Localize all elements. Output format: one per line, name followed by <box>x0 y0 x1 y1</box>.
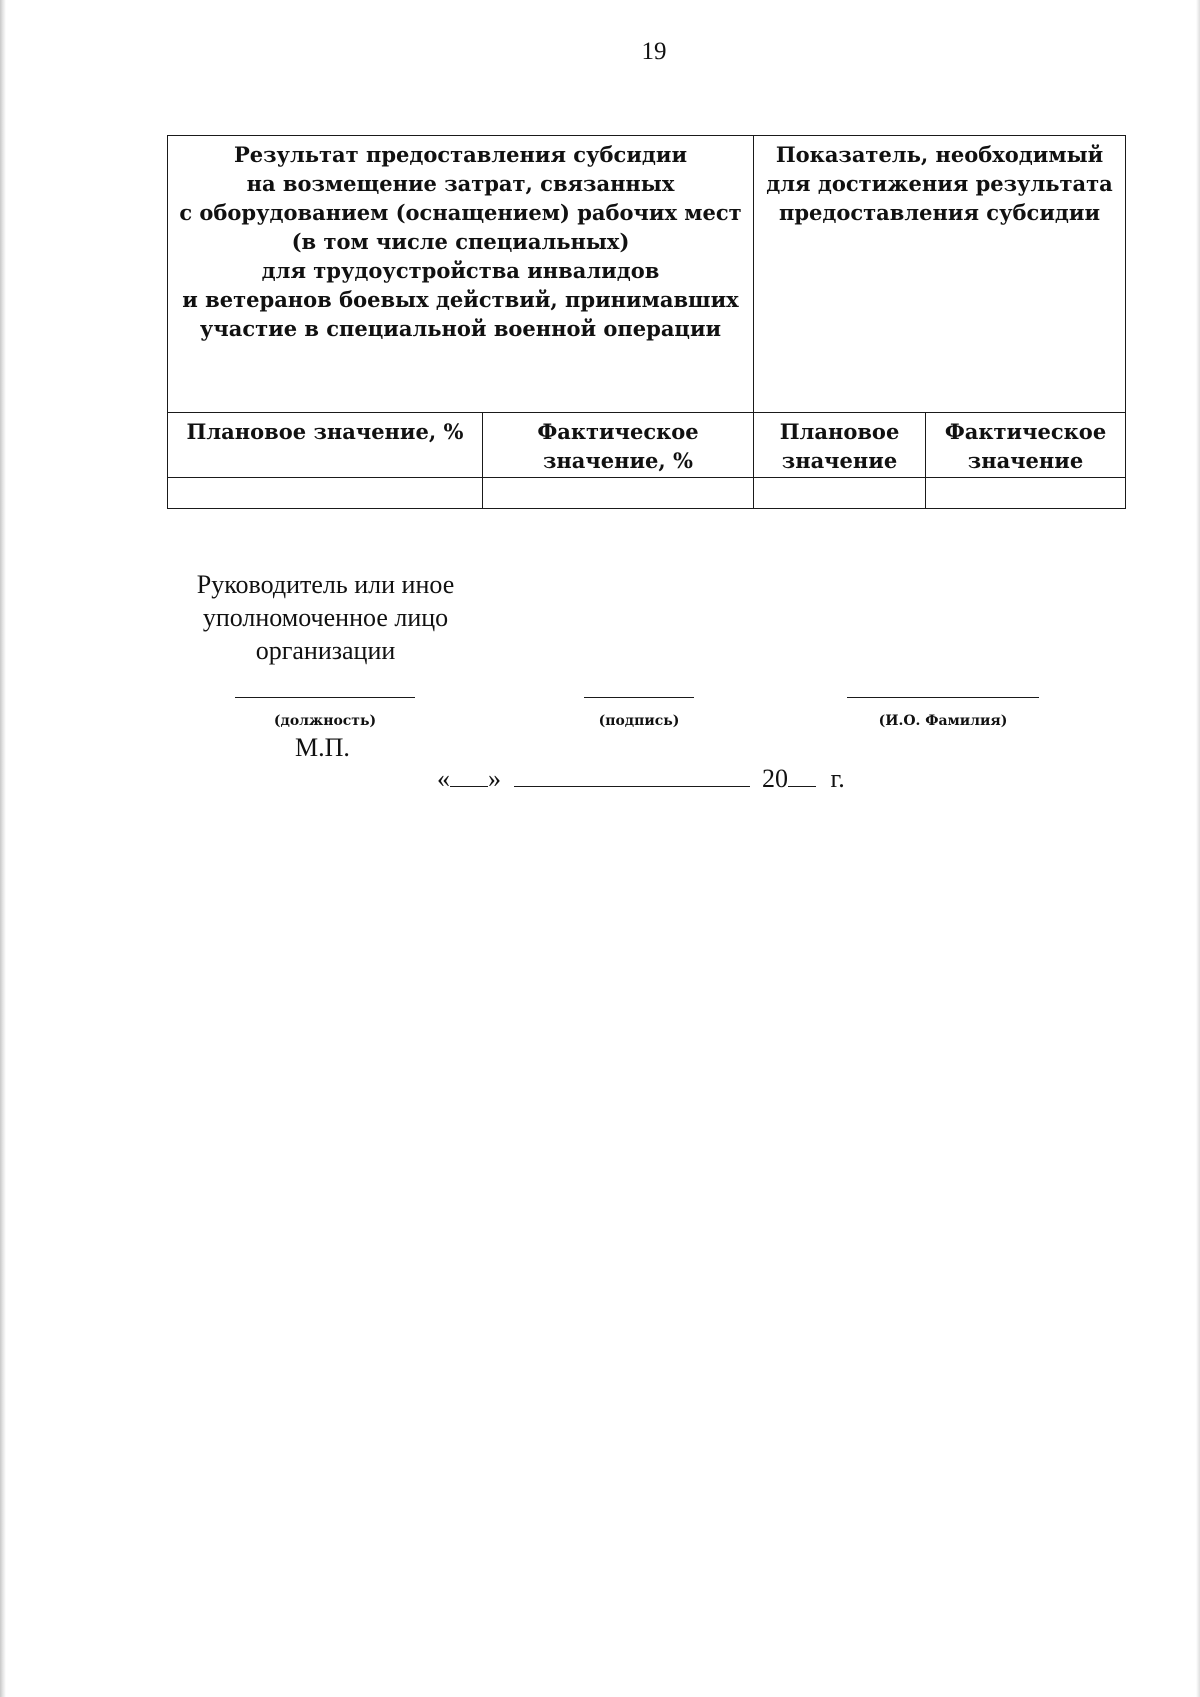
signature-blank-line <box>584 697 694 698</box>
date-line <box>437 764 845 794</box>
column-header-actual-value: Фактическое значение <box>926 413 1126 478</box>
year-blank <box>788 764 816 787</box>
table-cell-actual-percent <box>483 478 754 509</box>
name-caption: (И.О. Фамилия) <box>878 713 1008 729</box>
date-open-quote: « <box>437 764 450 793</box>
table-row <box>168 478 1126 509</box>
indicator-header-line: для достижения результата <box>766 171 1113 196</box>
name-blank-line <box>847 697 1039 698</box>
column-header-planned-value: Плановое значение <box>754 413 926 478</box>
result-header-line: участие в специальной военной операции <box>199 316 722 341</box>
column-header-actual-percent: Фактическое значение, % <box>483 413 754 478</box>
page-number: 19 <box>641 38 667 65</box>
scan-edge-right <box>1196 0 1200 1697</box>
result-header-line: для трудоустройства инвалидов <box>261 258 660 283</box>
result-header-line: на возмещение затрат, связанных <box>246 171 675 196</box>
result-header-line: (в том числе специальных) <box>291 229 630 254</box>
year-suffix: г. <box>830 764 845 793</box>
signatory-line: уполномоченное лицо <box>202 603 449 632</box>
date-close-quote: » <box>488 764 501 793</box>
table-header-row <box>168 136 1126 413</box>
month-blank <box>514 764 750 787</box>
column-header-planned-percent: Плановое значение, % <box>168 413 483 478</box>
position-blank-line <box>235 697 415 698</box>
signatory-line: Руководитель или иное <box>196 570 455 599</box>
signature-caption: (подпись) <box>598 713 680 729</box>
position-caption: (должность) <box>273 713 377 729</box>
day-blank <box>450 764 488 787</box>
stamp-label: М.П. <box>295 733 350 762</box>
signatory-title <box>168 568 483 667</box>
signatory-line: организации <box>255 636 396 665</box>
subsidy-result-table <box>167 135 1126 509</box>
indicator-header-line: предоставления субсидии <box>778 200 1101 225</box>
indicator-header-line: Показатель, необходимый <box>775 142 1104 167</box>
indicator-header-cell <box>754 136 1126 413</box>
table-cell-planned-percent <box>168 478 483 509</box>
result-header-line: Результат предоставления субсидии <box>233 142 688 167</box>
table-subheader-row <box>168 413 1126 478</box>
year-prefix: 20 <box>762 764 788 793</box>
scan-edge-left <box>0 0 6 1697</box>
table-cell-planned-value <box>754 478 926 509</box>
result-header-cell <box>168 136 754 413</box>
result-header-line: и ветеранов боевых действий, принимавших <box>182 287 739 312</box>
result-header-line: с оборудованием (оснащением) рабочих мест <box>179 200 742 225</box>
table-cell-actual-value <box>926 478 1126 509</box>
